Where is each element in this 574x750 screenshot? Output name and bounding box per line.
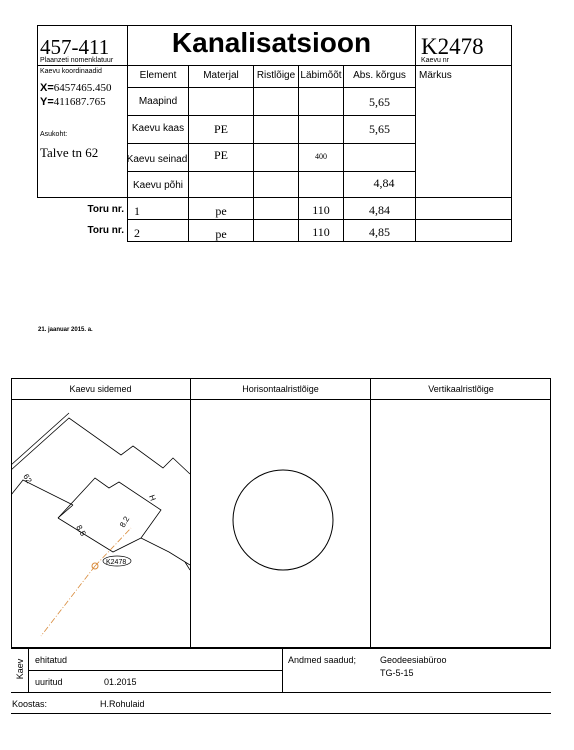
table-cell: Maapind — [138, 96, 178, 107]
divider — [282, 648, 283, 692]
pipe-diameter: 110 — [312, 203, 330, 217]
building-outline — [141, 538, 190, 565]
y-label: Y= — [40, 96, 54, 108]
source-label: Andmed saadud; — [288, 655, 357, 665]
horizontal-section — [191, 400, 370, 647]
pipe-nr: 2 — [134, 226, 140, 240]
y-value: 411687.765 — [53, 96, 106, 108]
building-outline — [58, 478, 161, 538]
divider — [28, 670, 282, 671]
divider — [511, 25, 512, 242]
divider — [127, 219, 512, 220]
well-cross-section-circle — [233, 470, 333, 570]
table-cell: 5,65 — [369, 95, 390, 109]
divider — [11, 713, 551, 714]
table-cell: PE — [213, 122, 228, 136]
divider — [253, 65, 254, 242]
divider — [37, 197, 512, 198]
table-cell: 5,65 — [369, 122, 390, 136]
map-label: 62 — [21, 472, 34, 485]
building-outline — [11, 418, 190, 474]
panel-title: Vertikaalristlõige — [428, 384, 494, 394]
panel-title: Kaevu sidemed — [69, 384, 132, 394]
column-header: Element — [139, 70, 177, 81]
author-value: H.Rohulaid — [100, 699, 145, 709]
coords-caption: Kaevu koordinaadid — [40, 68, 102, 75]
divider — [37, 25, 38, 198]
building-outline — [11, 413, 69, 465]
divider — [127, 241, 512, 242]
divider — [127, 143, 415, 144]
table-cell: 400 — [315, 152, 327, 161]
column-header: Läbimõõt — [300, 70, 342, 81]
source-value: Geodeesiabüroo — [380, 655, 447, 665]
panel-title: Horisontaalristlõige — [242, 384, 319, 394]
divider — [28, 648, 29, 692]
pipe-label: Toru nr. — [87, 225, 124, 236]
map-label: K2478 — [106, 559, 127, 566]
divider — [127, 115, 415, 116]
map-label: 8.2 — [117, 514, 132, 529]
map-label: H — [147, 493, 158, 503]
x-value: 6457465.450 — [53, 82, 112, 94]
table-cell: 4,84 — [373, 176, 395, 190]
y-coordinate — [40, 96, 106, 108]
divider — [370, 378, 371, 648]
pipe-material: pe — [215, 204, 227, 218]
row-label: ehitatud — [35, 655, 68, 665]
x-coordinate — [40, 82, 112, 94]
well-id: K2478 — [421, 34, 484, 59]
row-value: 01.2015 — [104, 677, 137, 687]
pipe-height: 4,85 — [369, 225, 390, 239]
author-label: Koostas: — [12, 699, 48, 709]
column-header: Abs. kõrgus — [353, 70, 406, 81]
divider — [11, 692, 551, 693]
pipe-material: pe — [215, 227, 227, 241]
map-label: 8.5 — [74, 523, 88, 538]
pipe-nr: 1 — [134, 204, 140, 218]
side-label: Kaev — [15, 658, 25, 680]
building-outline — [11, 480, 73, 505]
sheet-number: 457-411 — [40, 35, 110, 59]
divider — [37, 25, 512, 26]
pipe-height: 4,84 — [369, 203, 390, 217]
table-cell: Kaevu seinad — [126, 154, 188, 165]
x-label: X= — [40, 82, 54, 94]
pipe-diameter: 110 — [312, 225, 330, 239]
location-caption: Asukoht: — [40, 131, 68, 138]
sheet-caption: Plaanzeti nomenklatuur — [40, 57, 114, 64]
divider — [415, 25, 416, 242]
row-label: uuritud — [35, 677, 63, 687]
column-header: Ristlõige — [256, 70, 296, 81]
divider — [11, 648, 551, 649]
divider — [37, 65, 512, 66]
site-plan-map — [11, 400, 190, 647]
divider — [127, 87, 415, 88]
pipe-label: Toru nr. — [87, 204, 124, 215]
location-value: Talve tn 62 — [40, 145, 99, 160]
column-header: Märkus — [419, 70, 452, 81]
column-header: Materjal — [203, 70, 239, 81]
pipe-line — [41, 566, 95, 636]
divider — [127, 171, 415, 172]
page-title: Kanalisatsioon — [171, 27, 372, 58]
source-value: TG-5-15 — [380, 668, 414, 678]
document-date: 21. jaanuar 2015. a. — [38, 327, 93, 333]
table-cell: PE — [213, 148, 228, 162]
well-caption: Kaevu nr — [421, 57, 450, 64]
table-cell: Kaevu kaas — [131, 123, 185, 134]
table-cell: Kaevu põhi — [132, 180, 184, 191]
